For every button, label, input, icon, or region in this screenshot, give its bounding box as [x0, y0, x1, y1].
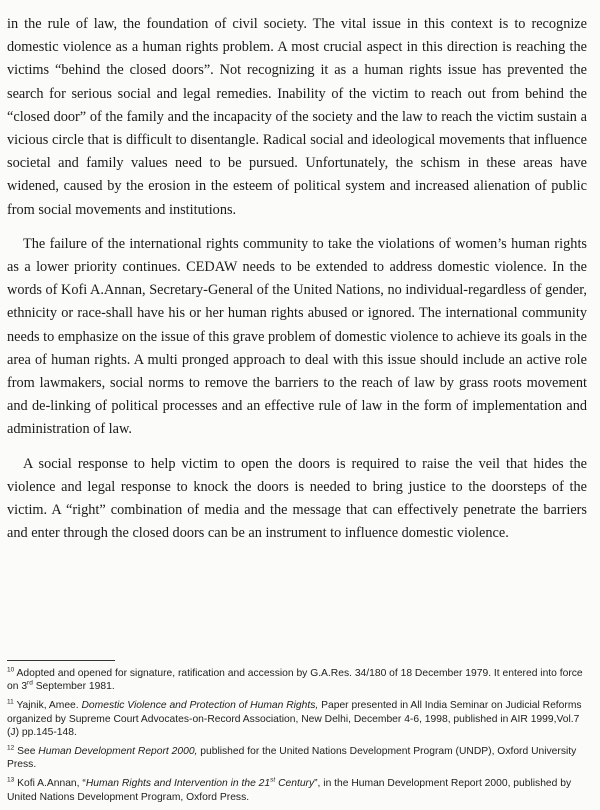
footnote-marker: 13	[7, 777, 15, 784]
footnote-marker: 10	[7, 666, 15, 674]
footnote-text: published for the United Nations Development Program (UNDP), Oxford University Press.	[7, 746, 577, 771]
footnote-text: ”, in the Human Development Report 2000, published by United Nations Development Program, Oxford Press.	[7, 778, 572, 803]
footnote-text: Yajnik, Amee.	[16, 700, 82, 712]
footnote-text: Paper presented in All India Seminar on Judicial Reforms organized by Supreme Court Advocates-on-Record Association, New Delhi, December 4-6, 1998, published in AIR 1999,Vol.7 (J) pp.145-148.	[7, 700, 582, 738]
footnote	[7, 777, 592, 803]
footnote	[7, 699, 592, 739]
footnote-text: Kofi A.Annan, “	[17, 778, 86, 790]
cited-title: Domestic Violence and Protection of Human Rights,	[81, 700, 319, 712]
footnote-marker: 11	[7, 698, 14, 706]
footnotes	[7, 667, 592, 810]
footnote-text: September 1981.	[32, 681, 115, 693]
footnote-text: See	[17, 746, 39, 758]
paragraph: The failure of the international rights community to take the violations of women’s human rights as a lower priority continues. CEDAW needs to be extended to address domestic violence. In the words of Kofi A.Annan, Secretary-General of the United Nations, no individual-regardless of gender, ethnicity or race-shall have his or her human rights abused or ignored. The international community needs to emphasize on the issue of this grave problem of domestic violence to achieve its goals in the area of human rights. A multi pronged approach to deal with this issue should include an active role from lawmakers, social norms to remove the barriers to the reach of law by grass roots movement and de-linking of political processes and an effective rule of law in the form of implementation and administration of law.	[7, 235, 587, 438]
body-text	[7, 13, 587, 545]
cited-title: Human Rights and Intervention in the 21	[85, 778, 271, 790]
footnote	[7, 745, 592, 771]
ordinal-suffix: st	[270, 777, 276, 784]
paragraph: in the rule of law, the foundation of civil society. The vital issue in this context is to recognize domestic violence as a human rights problem. A most crucial aspect in this direction is reaching the victims “behind the closed doors”. Not recognizing it as a human rights issue has prevented the search for serious social and legal remedies. Inability of the victim to reach out from behind the “closed door” of the family and the incapacity of the society and the law to reach the victim sustain a vicious circle that is difficult to disentangle. Radical social and ideological movements that influence societal and family values need to be pursued. Unfortunately, the schism in these areas have widened, caused by the erosion in the esteem of political system and increased alienation of public from social movements and institutions.	[7, 16, 587, 218]
footnote	[7, 667, 592, 693]
footnote-divider	[7, 660, 115, 661]
paragraph: A social response to help victim to open the doors is required to raise the veil that hides the violence and legal response to knock the doors is needed to bring justice to the doorsteps of the victim. A “right” combination of media and the message that can effectively penetrate the barriers and enter through the closed doors can be an instrument to influence domestic violence.	[7, 455, 587, 542]
footnote-marker: 12	[7, 744, 15, 752]
ordinal-suffix: rd	[27, 679, 33, 687]
cited-title: Century	[275, 778, 315, 790]
cited-title: Human Development Report 2000,	[38, 746, 198, 758]
footnote-text: Adopted and opened for signature, ratification and accession by G.A.Res. 34/180 of 18 December 1979. It entered into force on 3	[7, 668, 583, 693]
